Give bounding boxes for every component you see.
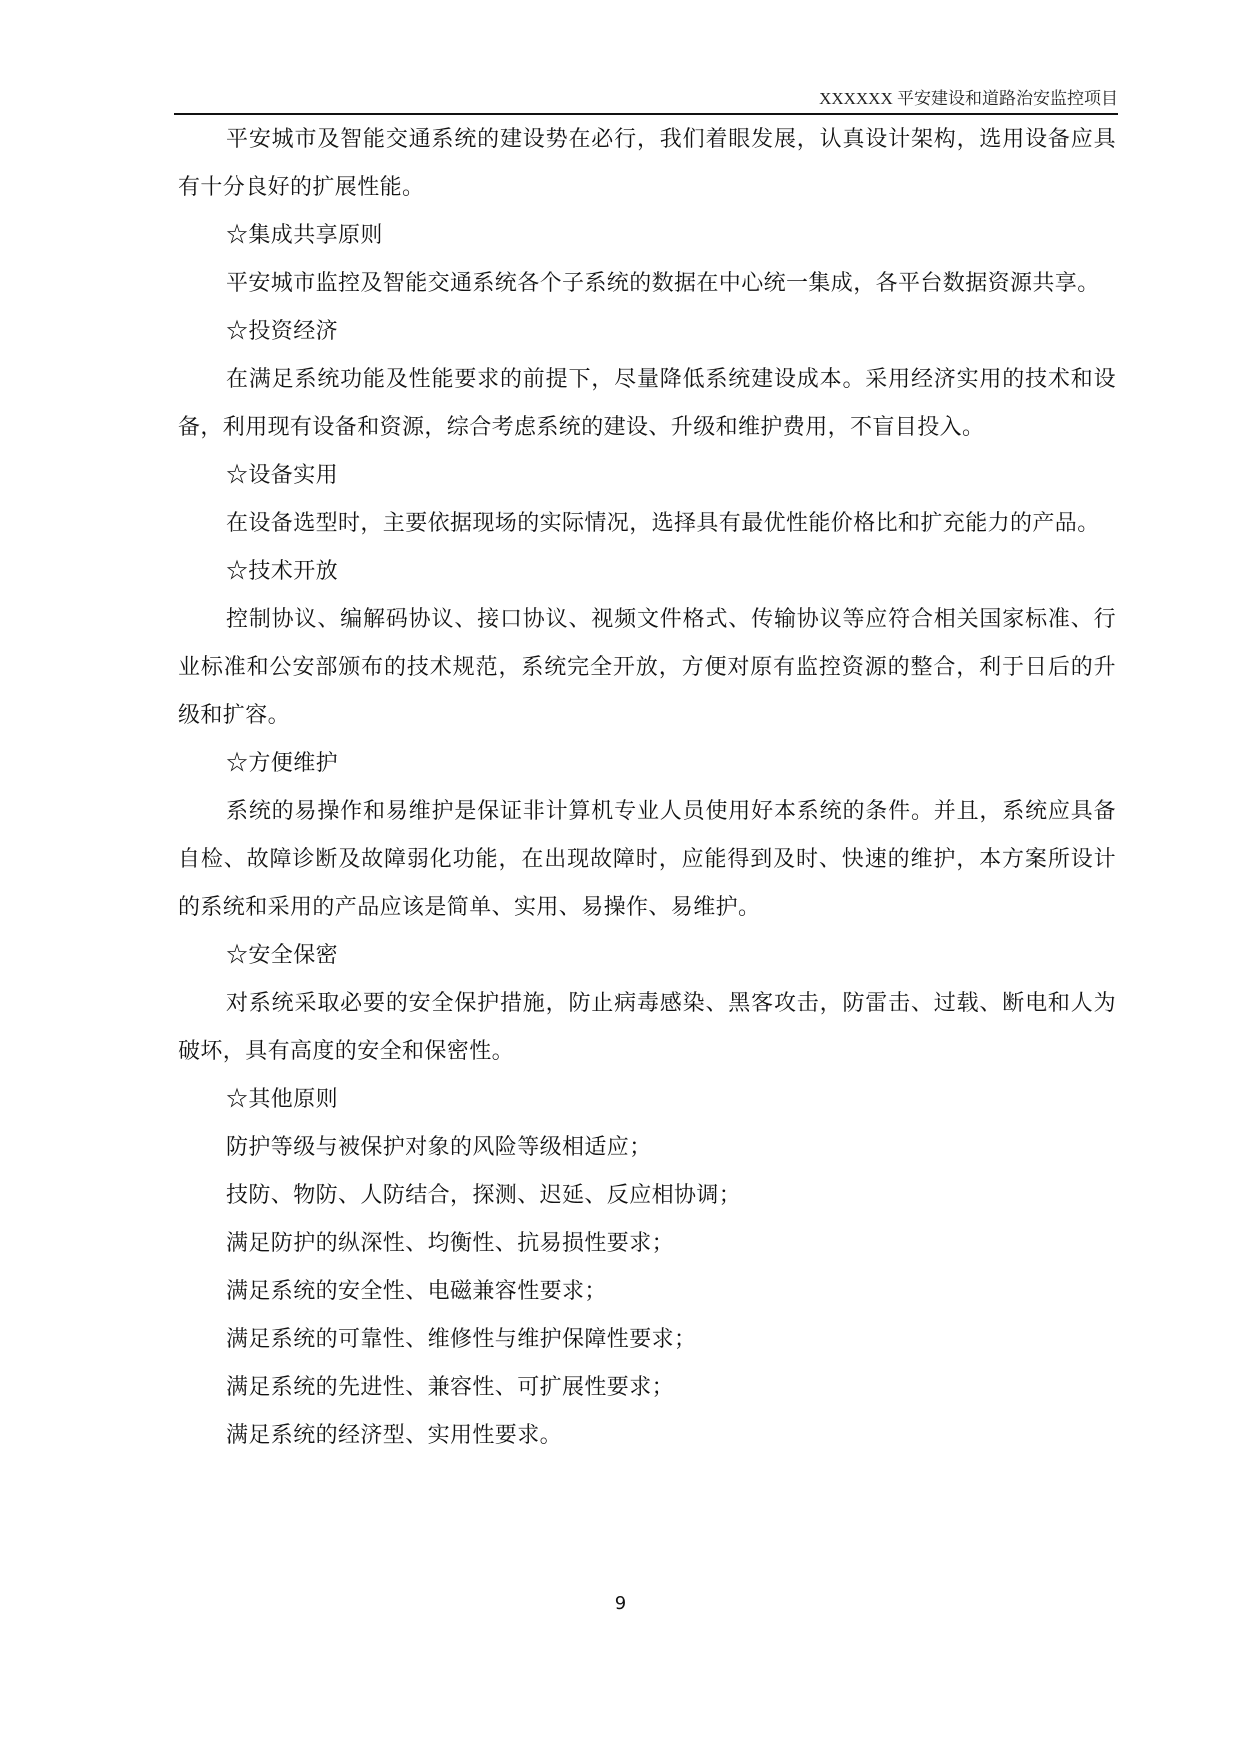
heading-easy-maintenance: ☆方便维护 — [226, 751, 339, 776]
paragraph-expansion: 平安城市及智能交通系统的建设势在必行，我们着眼发展，认真设计架构，选用设备应具有十分良好的扩展性能。 — [178, 127, 1116, 200]
heading-technology-open: ☆技术开放 — [226, 559, 339, 584]
principle-item: 满足系统的经济型、实用性要求。 — [226, 1423, 563, 1448]
paragraph-equipment-practical: 在设备选型时，主要依据现场的实际情况，选择具有最优性能价格比和扩充能力的产品。 — [226, 511, 1100, 536]
principle-item: 满足系统的可靠性、维修性与维护保障性要求； — [226, 1327, 697, 1352]
principle-item: 满足系统的先进性、兼容性、可扩展性要求； — [226, 1375, 675, 1400]
paragraph-technology-open: 控制协议、编解码协议、接口协议、视频文件格式、传输协议等应符合相关国家标准、行业标准和公安部颁布的技术规范，系统完全开放，方便对原有监控资源的整合，利于日后的升级和扩容。 — [178, 607, 1116, 728]
heading-equipment-practical: ☆设备实用 — [226, 463, 339, 488]
heading-security-confidentiality: ☆安全保密 — [226, 943, 339, 968]
heading-investment-economy: ☆投资经济 — [226, 319, 339, 344]
principle-item: 防护等级与被保护对象的风险等级相适应； — [226, 1135, 652, 1160]
paragraph-integration-sharing: 平安城市监控及智能交通系统各个子系统的数据在中心统一集成，各平台数据资源共享。 — [226, 271, 1100, 296]
principle-item: 技防、物防、人防结合，探测、迟延、反应相协调； — [226, 1183, 742, 1208]
heading-integration-sharing: ☆集成共享原则 — [226, 223, 383, 248]
paragraph-security-confidentiality: 对系统采取必要的安全保护措施，防止病毒感染、黑客攻击，防雷击、过载、断电和人为破坏，具有高度的安全和保密性。 — [178, 991, 1116, 1064]
paragraph-easy-maintenance: 系统的易操作和易维护是保证非计算机专业人员使用好本系统的条件。并且，系统应具备自检、故障诊断及故障弱化功能，在出现故障时，应能得到及时、快速的维护，本方案所设计的系统和采用的产品应该是简单、实用、易操作、易维护。 — [178, 799, 1116, 920]
principle-item: 满足系统的安全性、电磁兼容性要求； — [226, 1279, 607, 1304]
page-header: XXXXXX 平安建设和道路治安监控项目 — [819, 89, 1118, 108]
heading-other-principles: ☆其他原则 — [226, 1087, 339, 1112]
page-number: 9 — [614, 1593, 627, 1614]
header-rule — [174, 113, 1118, 115]
principle-item: 满足防护的纵深性、均衡性、抗易损性要求； — [226, 1231, 675, 1256]
document-body — [178, 116, 1116, 1460]
paragraph-investment-economy: 在满足系统功能及性能要求的前提下，尽量降低系统建设成本。采用经济实用的技术和设备，利用现有设备和资源，综合考虑系统的建设、升级和维护费用，不盲目投入。 — [178, 367, 1116, 440]
